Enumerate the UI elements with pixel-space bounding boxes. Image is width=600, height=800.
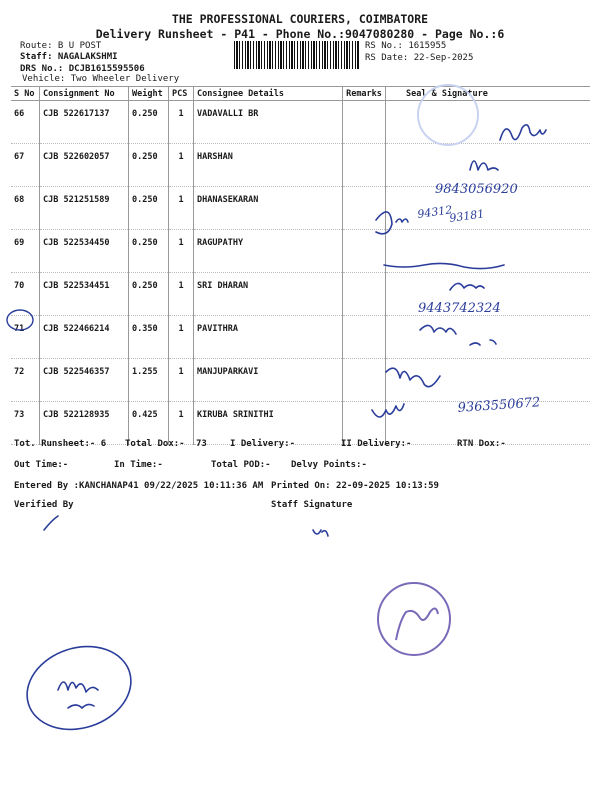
row-pcs: 1 [169, 144, 194, 187]
row-consignee: VADAVALLI BR [194, 101, 343, 144]
row-consignee: SRI DHARAN [194, 273, 343, 316]
row-consignment: CJB 522602057 [40, 144, 129, 187]
total-dox-label: Total Dox:- [125, 439, 185, 449]
row-consignment: CJB 522534451 [40, 273, 129, 316]
row-pcs: 1 [169, 230, 194, 273]
rs-date: RS Date: 22-Sep-2025 [365, 53, 474, 63]
row-weight: 0.250 [129, 273, 169, 316]
row-pcs: 1 [169, 359, 194, 402]
phone-68a: 94312 [416, 203, 454, 221]
col-consignment: Consignment No [40, 87, 129, 101]
in-time: In Time:- [114, 460, 163, 470]
row-weight: 0.250 [129, 144, 169, 187]
signature-73 [372, 404, 404, 417]
row-consignee: KIRUBA SRINITHI [194, 402, 343, 445]
row-consignment: CJB 522617137 [40, 101, 129, 144]
company-title: THE PROFESSIONAL COURIERS, COIMBATORE [171, 12, 429, 26]
row-weight: 0.350 [129, 316, 169, 359]
stamp-signature [396, 608, 438, 640]
col-weight: Weight [129, 87, 169, 101]
delvy-points: Delvy Points:- [291, 460, 367, 470]
out-time: Out Time:- [14, 460, 69, 470]
signature-72 [386, 368, 440, 387]
rtn-dox: RTN Dox:- [457, 439, 506, 449]
row-pcs: 1 [169, 316, 194, 359]
row-consignee: PAVITHRA [194, 316, 343, 359]
signature-71 [420, 325, 496, 345]
row-consignment: CJB 522546357 [40, 359, 129, 402]
seal-stamp-top [418, 85, 478, 145]
signature-70 [450, 283, 484, 290]
col-pcs: PCS [169, 87, 194, 101]
oval-handwriting [58, 682, 98, 708]
row-sno: 70 [11, 273, 40, 316]
vehicle-label: Vehicle: Two Wheeler Delivery [22, 74, 180, 84]
signature-68 [376, 212, 408, 234]
tot-runsheet: Tot. Runsheet:- 6 [14, 439, 107, 449]
drs-label: DRS No.: DCJB1615595506 [20, 64, 145, 74]
row-sno: 69 [11, 230, 40, 273]
total-dox-value: 73 [196, 439, 207, 449]
row-consignee: RAGUPATHY [194, 230, 343, 273]
row-consignment: CJB 522466214 [40, 316, 129, 359]
row-consignment: CJB 522534450 [40, 230, 129, 273]
row-sno: 68 [11, 187, 40, 230]
row-consignee: DHANASEKARAN [194, 187, 343, 230]
phone-67: 9843056920 [435, 182, 518, 197]
row-weight: 0.250 [129, 187, 169, 230]
row-sno: 72 [11, 359, 40, 402]
rs-number: RS No.: 1615955 [365, 41, 447, 51]
col-sno: S No [11, 87, 40, 101]
signature-70-scribble [384, 263, 504, 268]
row-consignee: HARSHAN [194, 144, 343, 187]
ii-delivery: II Delivery:- [341, 439, 412, 449]
phone-73: 9363550672 [457, 395, 541, 416]
row-pcs: 1 [169, 187, 194, 230]
row-sno: 66 [11, 101, 40, 144]
col-remarks: Remarks [343, 87, 386, 101]
row-weight: 0.250 [129, 101, 169, 144]
row-weight: 0.250 [129, 230, 169, 273]
office-stamp [378, 583, 450, 655]
row-pcs: 1 [169, 273, 194, 316]
row-sno: 73 [11, 402, 40, 445]
signature-66 [500, 125, 546, 140]
col-consignee: Consignee Details [194, 87, 343, 101]
route-label: Route: B U POST [20, 41, 102, 51]
printed-on: Printed On: 22-09-2025 10:13:59 [271, 481, 439, 491]
staff-sign-mark [313, 530, 328, 536]
runsheet-subtitle: Delivery Runsheet - P41 - Phone No.:9047080280 - Page No.:6 [95, 27, 505, 41]
row-sno: 67 [11, 144, 40, 187]
signature-67 [470, 161, 498, 170]
row-pcs: 1 [169, 402, 194, 445]
row-consignment: CJB 522128935 [40, 402, 129, 445]
row-weight: 0.425 [129, 402, 169, 445]
verified-mark [44, 516, 58, 530]
col-seal-signature: Seal & Signature [386, 87, 591, 101]
oval-mark [16, 634, 142, 743]
entered-by: Entered By :KANCHANAP41 09/22/2025 10:11:36 AM [14, 481, 264, 491]
row-pcs: 1 [169, 101, 194, 144]
row-consignment: CJB 521251589 [40, 187, 129, 230]
row-weight: 1.255 [129, 359, 169, 402]
verified-by: Verified By [14, 500, 74, 510]
circle-mark-71 [7, 310, 33, 330]
phone-68b: 93181 [448, 207, 486, 225]
row-consignee: MANJUPARKAVI [194, 359, 343, 402]
total-pod: Total POD:- [211, 460, 271, 470]
phone-70: 9443742324 [418, 301, 501, 316]
i-delivery: I Delivery:- [230, 439, 296, 449]
staff-signature-label: Staff Signature [271, 500, 353, 510]
staff-label: Staff: NAGALAKSHMI [20, 52, 118, 62]
row-sno: 71 [11, 316, 40, 359]
